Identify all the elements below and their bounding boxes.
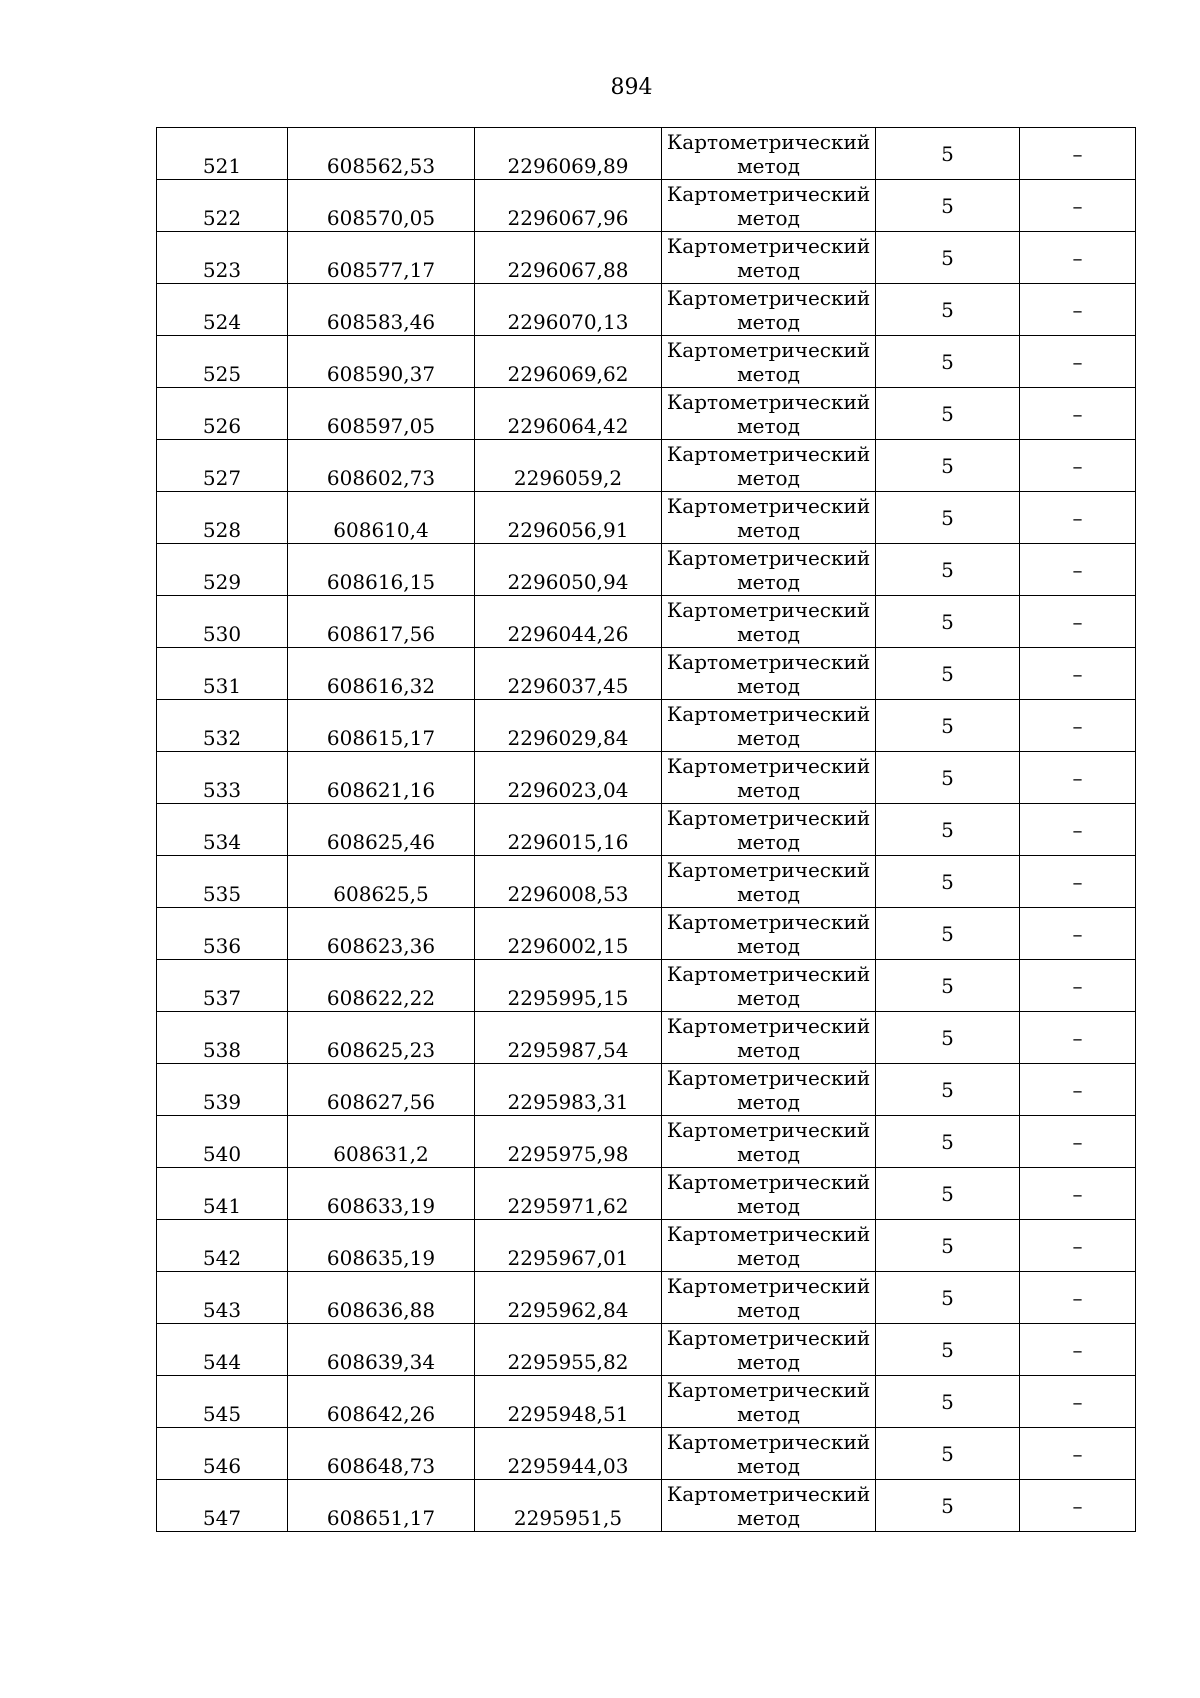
method-line-2: метод	[737, 985, 800, 1010]
x-coordinate-cell: 608570,05	[288, 180, 475, 232]
y-coordinate-cell: 2296044,26	[475, 596, 662, 648]
y-coordinate-cell: 2295995,15	[475, 960, 662, 1012]
method-line-1: Картометрический	[666, 129, 871, 154]
coordinates-table-body	[157, 128, 1136, 1532]
point-number-cell: 531	[157, 648, 288, 700]
method-line-2: метод	[737, 1193, 800, 1218]
table-row	[157, 700, 1136, 752]
method-line-1: Картометрический	[666, 857, 871, 882]
accuracy-cell: 5	[876, 336, 1020, 388]
point-number-cell: 528	[157, 492, 288, 544]
method-cell	[662, 1116, 876, 1168]
method-line-2: метод	[737, 1453, 800, 1478]
method-line-1: Картометрический	[666, 1429, 871, 1454]
point-number-cell: 535	[157, 856, 288, 908]
note-cell: –	[1020, 492, 1136, 544]
method-line-1: Картометрический	[666, 493, 871, 518]
method-line-1: Картометрический	[666, 337, 871, 362]
y-coordinate-cell: 2296067,88	[475, 232, 662, 284]
accuracy-cell: 5	[876, 1220, 1020, 1272]
note-cell: –	[1020, 1116, 1136, 1168]
accuracy-cell: 5	[876, 700, 1020, 752]
method-line-1: Картометрический	[666, 1325, 871, 1350]
table-row	[157, 232, 1136, 284]
x-coordinate-cell: 608616,32	[288, 648, 475, 700]
method-line-1: Картометрический	[666, 389, 871, 414]
y-coordinate-cell: 2296037,45	[475, 648, 662, 700]
table-row	[157, 544, 1136, 596]
table-row	[157, 1064, 1136, 1116]
accuracy-cell: 5	[876, 284, 1020, 336]
method-line-2: метод	[737, 881, 800, 906]
table-row	[157, 388, 1136, 440]
method-cell	[662, 128, 876, 180]
method-cell	[662, 648, 876, 700]
x-coordinate-cell: 608623,36	[288, 908, 475, 960]
y-coordinate-cell: 2296059,2	[475, 440, 662, 492]
x-coordinate-cell: 608642,26	[288, 1376, 475, 1428]
point-number-cell: 538	[157, 1012, 288, 1064]
method-line-2: метод	[737, 777, 800, 802]
method-line-1: Картометрический	[666, 597, 871, 622]
point-number-cell: 529	[157, 544, 288, 596]
table-row	[157, 180, 1136, 232]
method-line-1: Картометрический	[666, 909, 871, 934]
x-coordinate-cell: 608633,19	[288, 1168, 475, 1220]
note-cell: –	[1020, 648, 1136, 700]
table-row	[157, 804, 1136, 856]
note-cell: –	[1020, 804, 1136, 856]
method-cell	[662, 232, 876, 284]
x-coordinate-cell: 608583,46	[288, 284, 475, 336]
method-line-2: метод	[737, 1349, 800, 1374]
y-coordinate-cell: 2296069,62	[475, 336, 662, 388]
x-coordinate-cell: 608621,16	[288, 752, 475, 804]
method-cell	[662, 388, 876, 440]
table-row	[157, 1428, 1136, 1480]
y-coordinate-cell: 2296029,84	[475, 700, 662, 752]
method-line-2: метод	[737, 309, 800, 334]
method-cell	[662, 960, 876, 1012]
y-coordinate-cell: 2295948,51	[475, 1376, 662, 1428]
table-row	[157, 596, 1136, 648]
y-coordinate-cell: 2296056,91	[475, 492, 662, 544]
method-line-1: Картометрический	[666, 805, 871, 830]
accuracy-cell: 5	[876, 492, 1020, 544]
method-line-1: Картометрический	[666, 649, 871, 674]
note-cell: –	[1020, 1168, 1136, 1220]
note-cell: –	[1020, 180, 1136, 232]
x-coordinate-cell: 608625,5	[288, 856, 475, 908]
point-number-cell: 545	[157, 1376, 288, 1428]
method-cell	[662, 596, 876, 648]
note-cell: –	[1020, 1220, 1136, 1272]
note-cell: –	[1020, 1064, 1136, 1116]
method-cell	[662, 700, 876, 752]
accuracy-cell: 5	[876, 1168, 1020, 1220]
x-coordinate-cell: 608639,34	[288, 1324, 475, 1376]
method-cell	[662, 752, 876, 804]
point-number-cell: 537	[157, 960, 288, 1012]
accuracy-cell: 5	[876, 1480, 1020, 1532]
method-line-2: метод	[737, 1141, 800, 1166]
table-row	[157, 1376, 1136, 1428]
method-line-2: метод	[737, 257, 800, 282]
method-line-1: Картометрический	[666, 753, 871, 778]
table-row	[157, 336, 1136, 388]
point-number-cell: 546	[157, 1428, 288, 1480]
accuracy-cell: 5	[876, 960, 1020, 1012]
note-cell: –	[1020, 1480, 1136, 1532]
note-cell: –	[1020, 128, 1136, 180]
method-cell	[662, 908, 876, 960]
point-number-cell: 525	[157, 336, 288, 388]
point-number-cell: 522	[157, 180, 288, 232]
method-cell	[662, 804, 876, 856]
note-cell: –	[1020, 440, 1136, 492]
method-line-2: метод	[737, 1505, 800, 1530]
method-line-1: Картометрический	[666, 1377, 871, 1402]
table-row	[157, 492, 1136, 544]
accuracy-cell: 5	[876, 544, 1020, 596]
x-coordinate-cell: 608597,05	[288, 388, 475, 440]
x-coordinate-cell: 608651,17	[288, 1480, 475, 1532]
accuracy-cell: 5	[876, 232, 1020, 284]
x-coordinate-cell: 608590,37	[288, 336, 475, 388]
method-line-2: метод	[737, 1245, 800, 1270]
point-number-cell: 521	[157, 128, 288, 180]
point-number-cell: 530	[157, 596, 288, 648]
y-coordinate-cell: 2295962,84	[475, 1272, 662, 1324]
x-coordinate-cell: 608625,23	[288, 1012, 475, 1064]
y-coordinate-cell: 2296064,42	[475, 388, 662, 440]
method-line-1: Картометрический	[666, 1481, 871, 1506]
page-number: 894	[610, 75, 653, 100]
method-cell	[662, 1272, 876, 1324]
point-number-cell: 544	[157, 1324, 288, 1376]
coordinates-table	[156, 127, 1136, 1532]
method-cell	[662, 180, 876, 232]
method-line-1: Картометрический	[666, 1169, 871, 1194]
method-line-1: Картометрический	[666, 181, 871, 206]
x-coordinate-cell: 608648,73	[288, 1428, 475, 1480]
note-cell: –	[1020, 1428, 1136, 1480]
x-coordinate-cell: 608617,56	[288, 596, 475, 648]
method-line-1: Картометрический	[666, 1117, 871, 1142]
y-coordinate-cell: 2296002,15	[475, 908, 662, 960]
note-cell: –	[1020, 544, 1136, 596]
accuracy-cell: 5	[876, 180, 1020, 232]
method-line-2: метод	[737, 361, 800, 386]
note-cell: –	[1020, 388, 1136, 440]
table-row	[157, 752, 1136, 804]
accuracy-cell: 5	[876, 856, 1020, 908]
accuracy-cell: 5	[876, 1116, 1020, 1168]
note-cell: –	[1020, 856, 1136, 908]
accuracy-cell: 5	[876, 440, 1020, 492]
note-cell: –	[1020, 596, 1136, 648]
point-number-cell: 523	[157, 232, 288, 284]
method-line-2: метод	[737, 673, 800, 698]
accuracy-cell: 5	[876, 388, 1020, 440]
method-line-1: Картометрический	[666, 545, 871, 570]
method-cell	[662, 1012, 876, 1064]
table-row	[157, 1220, 1136, 1272]
x-coordinate-cell: 608602,73	[288, 440, 475, 492]
method-line-2: метод	[737, 1297, 800, 1322]
y-coordinate-cell: 2295967,01	[475, 1220, 662, 1272]
accuracy-cell: 5	[876, 128, 1020, 180]
accuracy-cell: 5	[876, 804, 1020, 856]
method-line-1: Картометрический	[666, 1065, 871, 1090]
y-coordinate-cell: 2296023,04	[475, 752, 662, 804]
method-cell	[662, 1428, 876, 1480]
point-number-cell: 541	[157, 1168, 288, 1220]
point-number-cell: 540	[157, 1116, 288, 1168]
y-coordinate-cell: 2296067,96	[475, 180, 662, 232]
method-cell	[662, 1324, 876, 1376]
x-coordinate-cell: 608635,19	[288, 1220, 475, 1272]
x-coordinate-cell: 608562,53	[288, 128, 475, 180]
point-number-cell: 547	[157, 1480, 288, 1532]
note-cell: –	[1020, 336, 1136, 388]
point-number-cell: 532	[157, 700, 288, 752]
method-line-1: Картометрический	[666, 1221, 871, 1246]
y-coordinate-cell: 2295944,03	[475, 1428, 662, 1480]
method-line-1: Картометрический	[666, 1273, 871, 1298]
method-line-2: метод	[737, 517, 800, 542]
note-cell: –	[1020, 232, 1136, 284]
table-row	[157, 1168, 1136, 1220]
point-number-cell: 536	[157, 908, 288, 960]
method-line-2: метод	[737, 1089, 800, 1114]
method-line-1: Картометрический	[666, 1013, 871, 1038]
method-line-2: метод	[737, 569, 800, 594]
x-coordinate-cell: 608577,17	[288, 232, 475, 284]
accuracy-cell: 5	[876, 1012, 1020, 1064]
method-cell	[662, 440, 876, 492]
y-coordinate-cell: 2295983,31	[475, 1064, 662, 1116]
method-line-1: Картометрический	[666, 961, 871, 986]
y-coordinate-cell: 2295975,98	[475, 1116, 662, 1168]
accuracy-cell: 5	[876, 596, 1020, 648]
x-coordinate-cell: 608622,22	[288, 960, 475, 1012]
note-cell: –	[1020, 908, 1136, 960]
y-coordinate-cell: 2296070,13	[475, 284, 662, 336]
table-row	[157, 1324, 1136, 1376]
method-cell	[662, 1064, 876, 1116]
method-line-2: метод	[737, 829, 800, 854]
method-cell	[662, 1168, 876, 1220]
y-coordinate-cell: 2296050,94	[475, 544, 662, 596]
note-cell: –	[1020, 1272, 1136, 1324]
accuracy-cell: 5	[876, 1064, 1020, 1116]
table-row	[157, 908, 1136, 960]
x-coordinate-cell: 608610,4	[288, 492, 475, 544]
table-row	[157, 1480, 1136, 1532]
point-number-cell: 527	[157, 440, 288, 492]
method-line-1: Картометрический	[666, 285, 871, 310]
method-cell	[662, 1376, 876, 1428]
method-cell	[662, 1480, 876, 1532]
method-cell	[662, 856, 876, 908]
y-coordinate-cell: 2296069,89	[475, 128, 662, 180]
note-cell: –	[1020, 700, 1136, 752]
y-coordinate-cell: 2295955,82	[475, 1324, 662, 1376]
note-cell: –	[1020, 1012, 1136, 1064]
y-coordinate-cell: 2296008,53	[475, 856, 662, 908]
x-coordinate-cell: 608625,46	[288, 804, 475, 856]
point-number-cell: 526	[157, 388, 288, 440]
point-number-cell: 539	[157, 1064, 288, 1116]
method-line-2: метод	[737, 621, 800, 646]
method-line-2: метод	[737, 465, 800, 490]
accuracy-cell: 5	[876, 752, 1020, 804]
x-coordinate-cell: 608627,56	[288, 1064, 475, 1116]
method-line-2: метод	[737, 1401, 800, 1426]
method-cell	[662, 336, 876, 388]
point-number-cell: 543	[157, 1272, 288, 1324]
note-cell: –	[1020, 960, 1136, 1012]
method-line-2: метод	[737, 725, 800, 750]
table-row	[157, 1012, 1136, 1064]
y-coordinate-cell: 2296015,16	[475, 804, 662, 856]
method-line-1: Картометрический	[666, 233, 871, 258]
point-number-cell: 534	[157, 804, 288, 856]
note-cell: –	[1020, 284, 1136, 336]
y-coordinate-cell: 2295951,5	[475, 1480, 662, 1532]
table-row	[157, 648, 1136, 700]
method-line-2: метод	[737, 933, 800, 958]
method-line-1: Картометрический	[666, 701, 871, 726]
point-number-cell: 533	[157, 752, 288, 804]
method-line-1: Картометрический	[666, 441, 871, 466]
method-line-2: метод	[737, 205, 800, 230]
accuracy-cell: 5	[876, 648, 1020, 700]
y-coordinate-cell: 2295987,54	[475, 1012, 662, 1064]
table-row	[157, 1272, 1136, 1324]
point-number-cell: 524	[157, 284, 288, 336]
table-row	[157, 1116, 1136, 1168]
accuracy-cell: 5	[876, 1376, 1020, 1428]
accuracy-cell: 5	[876, 1428, 1020, 1480]
note-cell: –	[1020, 1376, 1136, 1428]
x-coordinate-cell: 608636,88	[288, 1272, 475, 1324]
accuracy-cell: 5	[876, 1272, 1020, 1324]
note-cell: –	[1020, 1324, 1136, 1376]
point-number-cell: 542	[157, 1220, 288, 1272]
method-line-2: метод	[737, 153, 800, 178]
accuracy-cell: 5	[876, 1324, 1020, 1376]
note-cell: –	[1020, 752, 1136, 804]
method-line-2: метод	[737, 1037, 800, 1062]
method-line-2: метод	[737, 413, 800, 438]
table-row	[157, 284, 1136, 336]
y-coordinate-cell: 2295971,62	[475, 1168, 662, 1220]
method-cell	[662, 544, 876, 596]
method-cell	[662, 492, 876, 544]
method-cell	[662, 1220, 876, 1272]
x-coordinate-cell: 608616,15	[288, 544, 475, 596]
table-row	[157, 960, 1136, 1012]
table-row	[157, 128, 1136, 180]
x-coordinate-cell: 608615,17	[288, 700, 475, 752]
accuracy-cell: 5	[876, 908, 1020, 960]
method-cell	[662, 284, 876, 336]
table-row	[157, 440, 1136, 492]
table-row	[157, 856, 1136, 908]
x-coordinate-cell: 608631,2	[288, 1116, 475, 1168]
